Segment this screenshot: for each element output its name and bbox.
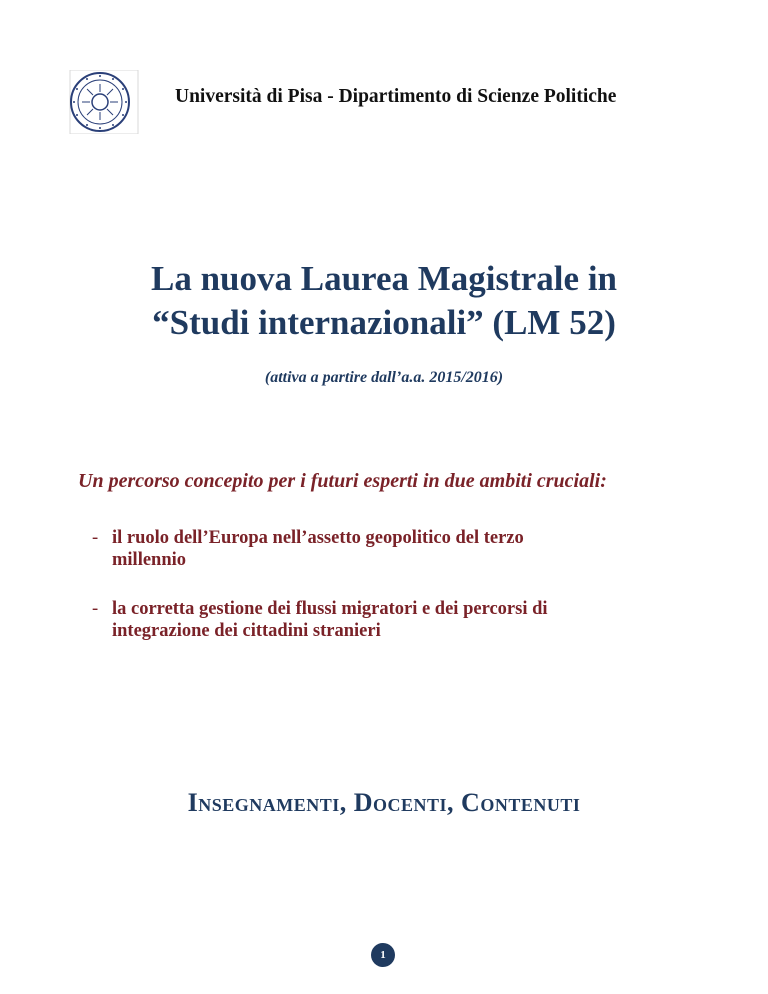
document-title-line-1: La nuova Laurea Magistrale in — [150, 259, 618, 298]
section-heading: Insegnamenti, Docenti, Contenuti — [187, 788, 581, 817]
list-item — [92, 598, 712, 642]
list-item — [92, 527, 712, 571]
bullet-line: millennio — [112, 550, 187, 570]
intro-text: Un percorso concepito per i futuri esperti in due ambiti cruciali: — [78, 470, 607, 492]
bullet-line: la corretta gestione dei flussi migratori e dei percorsi di — [112, 599, 548, 619]
bullet-line: integrazione dei cittadini stranieri — [112, 621, 381, 641]
bullet-line: il ruolo dell’Europa nell’assetto geopolitico del terzo — [112, 528, 524, 548]
bullet-dash: - — [92, 528, 99, 548]
document-title-line-2: “Studi internazionali” (LM 52) — [152, 303, 616, 342]
page-number-badge: 1 — [371, 943, 395, 967]
bullet-dash: - — [92, 599, 99, 619]
institution-header: Università di Pisa - Dipartimento di Scienze Politiche — [175, 86, 617, 107]
document-subtitle: (attiva a partire dall’a.a. 2015/2016) — [264, 369, 504, 386]
university-seal-icon — [60, 70, 140, 134]
